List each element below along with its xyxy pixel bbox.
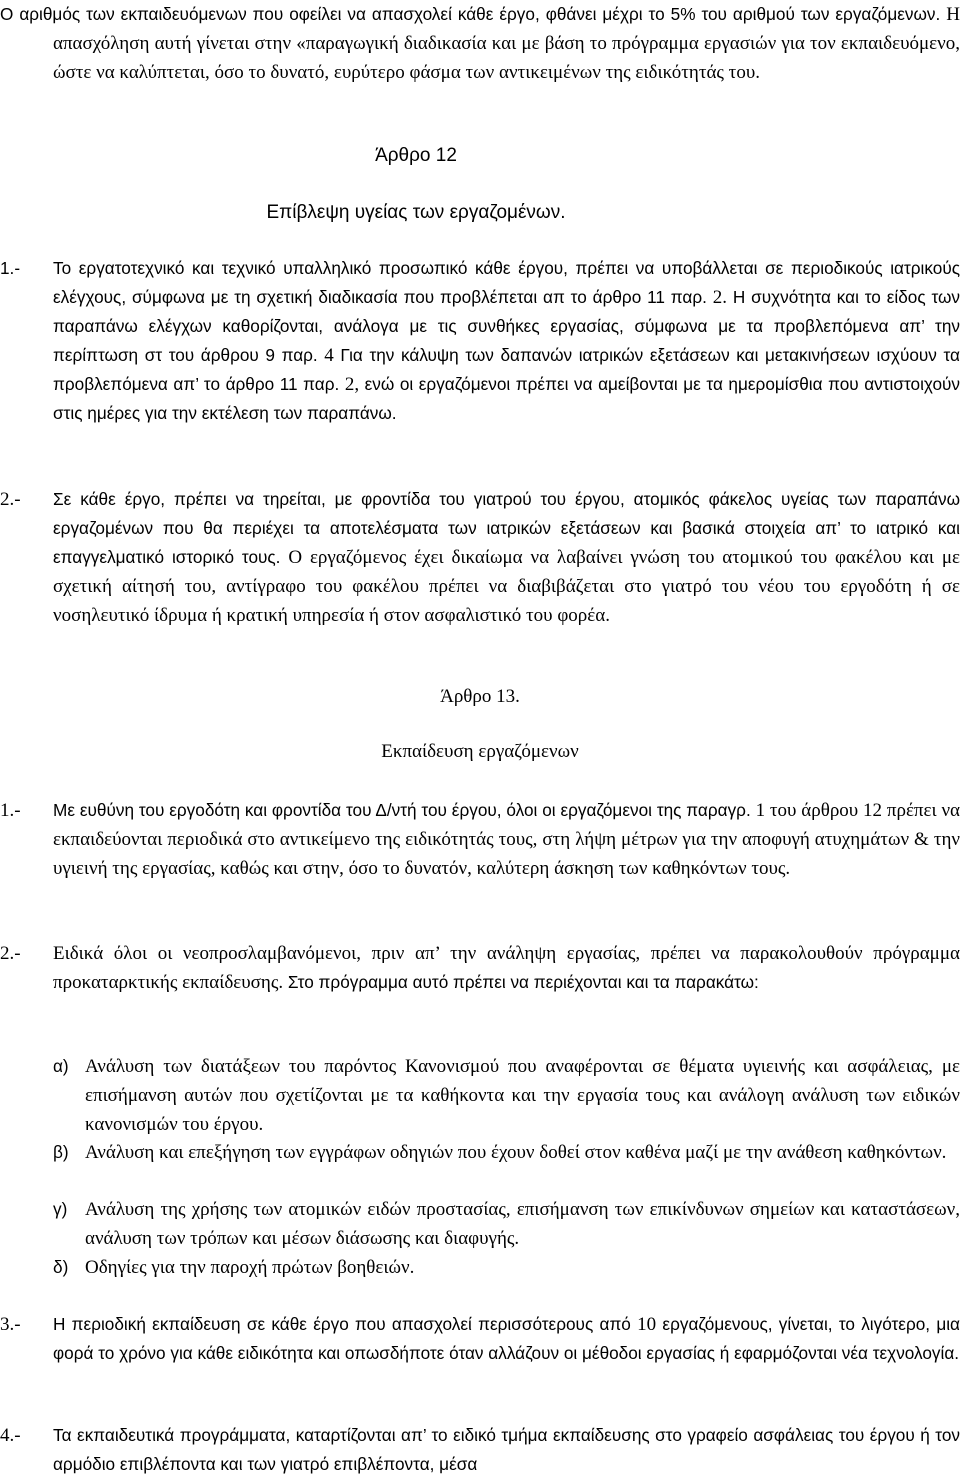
subitem-delta	[85, 1253, 960, 1282]
subitem-delta-text: Οδηγίες για την παροχή πρώτων βοηθειών.	[85, 1257, 415, 1278]
subitem-beta-text: Ανάλυση και επεξήγηση των εγγράφων οδηγιών που έχουν δοθεί στον καθένα μαζί με την ανάθεση καθηκόντων.	[85, 1142, 947, 1163]
article-12-item-1-text-e: Για την κάλυψη των δαπανών ιατρικών εξετάσεων και μετακινήσεων ισχύουν τα προβλεπόμενα απ’ το άρθρο 11 παρ.	[53, 345, 960, 394]
article-13-item-2-text-a: Ειδικά όλοι οι νεοπροσλαμβανόμενοι, πριν απ’ την ανάληψη εργασίας, πρέπει να παρακολουθούν πρόγραμμα προκαταρκτικής εκπαίδευσης.	[53, 943, 960, 993]
subitem-gamma	[85, 1195, 960, 1253]
article-12-item-1-text-b: 2.	[712, 287, 733, 308]
article-12-title: Άρθρο 12	[375, 145, 457, 166]
subitem-alpha	[85, 1052, 960, 1139]
article-13-item-1-text-b: 1 του άρθρου 12 πρέπει να εκπαιδεύονται περιοδικά στο αντικείμενο της ειδικότητάς τους, στη λήψη μέτρων για την αποφυγή ατυχημάτων & την υγιεινή της εργασίας, καθώς και στην, όσο το δυνατόν, καλύτερη άσκηση των καθηκόντων τους.	[53, 800, 960, 879]
article-13-item-2-number: 2.-	[0, 943, 21, 964]
article-12-item-2-text-b: Ο εργαζόμενος έχει δικαίωμα να λαβαίνει γνώση του ατομικού του φακέλου και με σχετική αίτησή του, αντίγραφο του φακέλου πρέπει να διαβιβάζεται στο γιατρό του νέου του εργοδότη ή σε νοσηλευτικό ίδρυμα ή κρατική υπηρεσία ή στον ασφαλιστικό του φορέα.	[53, 547, 960, 626]
article-13-item-2	[53, 939, 960, 997]
subitem-beta-label: β)	[53, 1142, 69, 1162]
subitem-gamma-label: γ)	[53, 1199, 68, 1219]
article-12-item-2-number: 2.-	[0, 489, 21, 510]
article-13-item-2-text-b: Στο πρόγραμμα αυτό πρέπει να περιέχονται και τα παρακάτω:	[287, 972, 759, 992]
subitem-gamma-text: Ανάλυση της χρήσης των ατομικών ειδών προστασίας, επισήμανση των επικίνδυνων σημείων και καταστάσεων, ανάλυση των τρόπων και μέσων διάσωσης και διαφυγής.	[85, 1199, 960, 1249]
intro-text-b: Η απασχόληση αυτή γίνεται στην «παραγωγική διαδικασία και με βάση το πρόγραμμα εργασιών για τον εκπαιδευόμενο, ώστε να καλύπτεται, όσο το δυνατό, ευρύτερο φάσμα των αντικειμένων της ειδικότητάς του.	[53, 4, 960, 83]
article-12-item-1-text-g: ενώ οι εργαζόμενοι πρέπει να αμείβονται με τα ημερομίσθια που αντιστοιχούν στις ημέρες για την εκτέλεση των παραπάνω.	[53, 374, 960, 423]
article-12-item-1	[53, 254, 960, 428]
article-12-item-1-text-a: Το εργατοτεχνικό και τεχνικό υπαλληλικό προσωπικό κάθε έργου, πρέπει να υποβάλλεται σε περιοδικούς ιατρικούς ελέγχους, σύμφωνα με τη σχετική διαδικασία που προβλέπεται απ το άρθρο 11 παρ.	[53, 258, 960, 307]
article-13-item-3-number: 3.-	[0, 1314, 21, 1335]
subitem-alpha-label: α)	[53, 1056, 69, 1076]
article-13-subtitle: Εκπαίδευση εργαζόμενων	[381, 741, 579, 762]
subitem-alpha-text: Ανάλυση των διατάξεων του παρόντος Κανονισμού που αναφέρονται σε θέματα υγιεινής και ασφάλειας, με επισήμανση αυτών που σχετίζονται με τα καθήκοντα και την εργασία τους και ανάλογη ανάλυση των ειδικών κανονισμών του έργου.	[85, 1056, 960, 1135]
intro-paragraph	[0, 0, 960, 87]
article-13-item-3-text-b: 10	[637, 1314, 657, 1335]
article-12-item-2-text-a: Σε κάθε έργο, πρέπει να τηρείται, με φροντίδα του γιατρού του έργου, ατομικός φάκελος υγείας των παραπάνω εργαζομένων που θα περιέχει τα αποτελέσματα των ιατρικών εξετάσεων και βασικά στοιχεία απ’ το ιατρικό και επαγγελματικό ιστορικό τους.	[53, 489, 960, 567]
article-12-subtitle: Επίβλεψη υγείας των εργαζομένων.	[266, 202, 566, 223]
article-13-item-3-text-c: εργαζόμενους, γίνεται, το λιγότερο, μια φορά το χρόνο για κάθε ειδικότητα και οπωσδήποτε όταν αλλάζουν οι μέθοδοι εργασίας ή εφαρμόζονται νέα τεχνολογία.	[53, 1314, 960, 1363]
article-13-item-4-text: Τα εκπαιδευτικά προγράμματα, καταρτίζονται απ’ το ειδικό τμήμα εκπαίδευσης στο γραφείο ασφάλειας του έργου ή τον αρμόδιο επιβλέποντα και των γιατρό επιβλέποντα, μέσα	[53, 1425, 960, 1474]
subitem-delta-label: δ)	[53, 1257, 69, 1277]
article-12-item-1-text-f: 2,	[344, 374, 365, 395]
article-13-item-1	[53, 796, 960, 883]
article-13-title: Άρθρο 13.	[440, 686, 520, 707]
intro-text-a: Ο αριθμός των εκπαιδευόμενων που οφείλει να απασχολεί κάθε έργο, φθάνει μέχρι το 5% του αριθμού των εργαζόμενων.	[0, 4, 947, 24]
article-13-item-4	[53, 1421, 960, 1479]
article-13-item-3	[53, 1310, 960, 1368]
article-13-item-1-text-a: Με ευθύνη του εργοδότη και φροντίδα του Δ/ντή του έργου, όλοι οι εργαζόμενοι της παραγρ.	[53, 800, 756, 820]
article-12-item-1-text-c: Η συχνότητα και το είδος των παραπάνω ελέγχων καθορίζονται, ανάλογα με τις συνθήκες εργασίας, σύμφωνα με τα προβλεπόμενα απ’ την περίπτωση στ του άρθρου 9 παρ.	[53, 287, 960, 365]
article-13-item-3-text-a: Η περιοδική εκπαίδευση σε κάθε έργο που απασχολεί περισσότερους από	[53, 1314, 638, 1334]
article-13-item-1-number: 1.-	[0, 800, 21, 821]
subitem-beta	[85, 1138, 960, 1167]
article-12-item-1-number: 1.-	[0, 258, 21, 278]
article-12-item-2	[53, 485, 960, 630]
article-13-item-4-number: 4.-	[0, 1425, 21, 1446]
article-12-item-1-text-d: 4	[324, 345, 341, 366]
